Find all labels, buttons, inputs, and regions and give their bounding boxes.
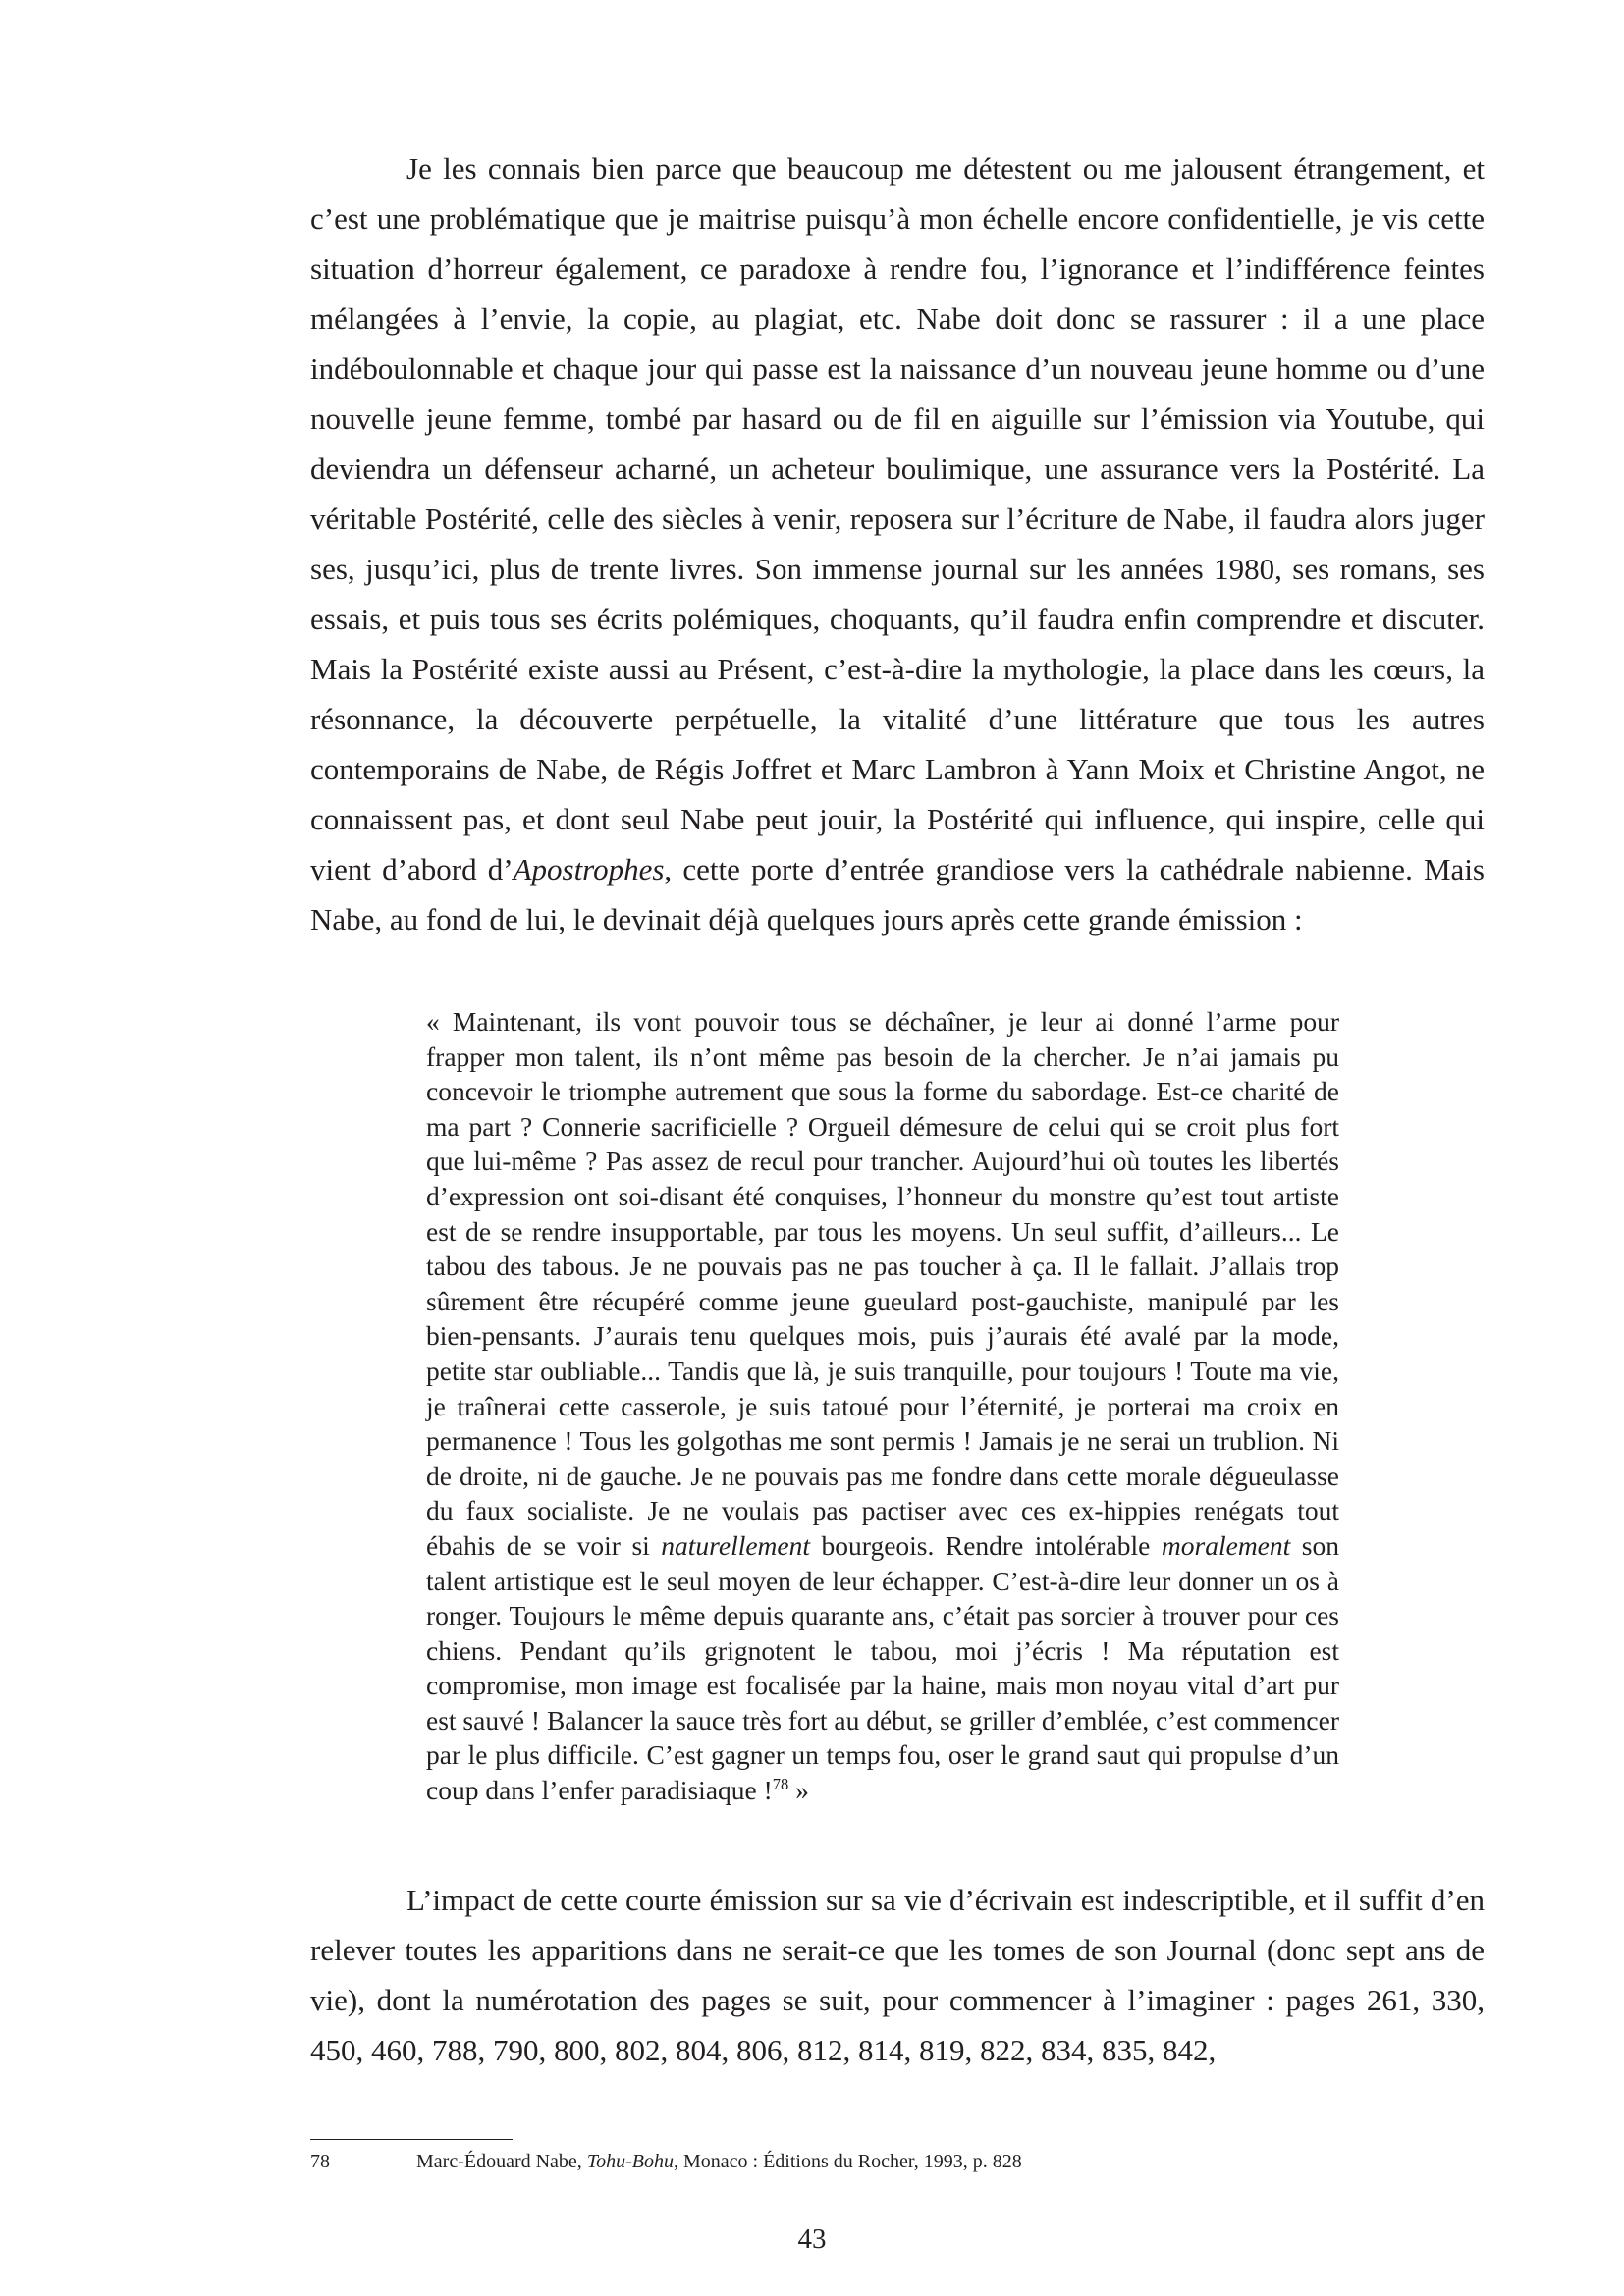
paragraph-text: L’impact de cette courte émission sur sa vie d’écrivain est indescriptible, et il suffit d’en relever toutes les apparitions dans ne serait-ce que les tomes de son Journal (donc sept ans de vie), dont la numérotation des pages se suit, pour commencer à l’imaginer : pages 261, 330, 450, 460, 788, 790, 800, 802, 804, 806, 812, 814, 819, 822, 834, 835, 842, <box>310 1883 1485 2067</box>
quote-text-part: son talent artistique est le seul moyen de leur échapper. C’est-à-dire leur donner un os à ronger. Toujours le même depuis quarante ans, c’était pas sorcier à trouver pour ces chiens. Pendant qu’ils grignotent le tabou, moi j’écris ! Ma réputation est compromise, mon image est focalisée par la haine, mais mon noyau vital d’art pur est sauvé ! Balancer la sauce très fort au début, se griller d’emblée, c’est commencer par le plus difficile. C’est gagner un temps fou, oser le grand saut qui propulse d’un coup dans l’enfer paradisiaque ! <box>426 1529 1339 1806</box>
paragraph-text-part: , cette porte d’entrée grandiose vers la cathédrale nabienne. Mais Nabe, au fond de lui, le devinait déjà quelques jours après cette grande émission : <box>310 852 1485 936</box>
footnote-number: 78 <box>310 2151 330 2172</box>
body-paragraph-2 <box>310 1875 1485 2075</box>
footnote-reference[interactable]: 78 <box>772 1774 789 1793</box>
footnote-book-title: Tohu-Bohu <box>586 2151 674 2172</box>
footnote-separator <box>310 2139 513 2140</box>
footnote-text <box>416 2149 1022 2174</box>
book-title-italic: Apostrophes <box>513 852 665 886</box>
quote-italic-word: naturellement <box>661 1529 811 1561</box>
footnote-publisher: , Monaco : Éditions du Rocher, 1993, p. 828 <box>673 2151 1022 2172</box>
quote-text-part: « Maintenant, ils vont pouvoir tous se déchaîner, je leur ai donné l’arme pour frapper mon talent, ils n’ont même pas besoin de la chercher. Je n’ai jamais pu concevoir le triomphe autrement que sous la forme du sabordage. Est-ce charité de ma part ? Connerie sacrificielle ? Orgueil démesure de celui qui se croit plus fort que lui-même ? Pas assez de recul pour trancher. Aujourd’hui où toutes les libertés d’expression ont soi-disant été conquises, l’honneur du monstre qu’est tout artiste est de se rendre insupportable, par tous les moyens. Un seul suffit, d’ailleurs... Le tabou des tabous. Je ne pouvais pas ne pas toucher à ça. Il le fallait. J’allais trop sûrement être récupéré comme jeune gueulard post-gauchiste, manipulé par les bien-pensants. J’aurais tenu quelques mois, puis j’aurais été avalé par la mode, petite star oubliable... Tandis que là, je suis tranquille, pour toujours ! Toute ma vie, je traînerai cette casserole, je suis tatoué pour l’éternité, je porterai ma croix en permanence ! Tous les golgothas me sont permis ! Jamais je ne serai un trublion. Ni de droite, ni de gauche. Je ne pouvais pas me fondre dans cette morale dégueulasse du faux socialiste. Je ne voulais pas pactiser avec ces ex-hippies renégats tout ébahis de se voir si <box>426 1006 1339 1561</box>
page-number: 43 <box>797 2223 827 2255</box>
footnote-author: Marc-Édouard Nabe, <box>416 2151 587 2172</box>
quote-text-part: bourgeois. Rendre intolérable <box>810 1529 1162 1561</box>
body-paragraph-1 <box>310 143 1485 944</box>
paragraph-text <box>310 143 1485 944</box>
block-quote <box>426 1004 1339 1808</box>
quote-italic-word: moralement <box>1161 1529 1291 1561</box>
paragraph-text-part: Je les connais bien parce que beaucoup me détestent ou me jalousent étrangement, et c’est une problématique que je maitrise puisqu’à mon échelle encore confidentielle, je vis cette situation d’horreur également, ce paradoxe à rendre fou, l’ignorance et l’indifférence feintes mélangées à l’envie, la copie, au plagiat, etc. Nabe doit donc se rassurer : il a une place indéboulonnable et chaque jour qui passe est la naissance d’un nouveau jeune homme ou d’une nouvelle jeune femme, tombé par hasard ou de fil en aiguille sur l’émission via Youtube, qui deviendra un défenseur acharné, un acheteur boulimique, une assurance vers la Postérité. La véritable Postérité, celle des siècles à venir, reposera sur l’écriture de Nabe, il faudra alors juger ses, jusqu’ici, plus de trente livres. Son immense journal sur les années 1980, ses romans, ses essais, et puis tous ses écrits polémiques, choquants, qu’il faudra enfin comprendre et discuter. Mais la Postérité existe aussi au Présent, c’est-à-dire la mythologie, la place dans les cœurs, la résonnance, la découverte perpétuelle, la vitalité d’une littérature que tous les autres contemporains de Nabe, de Régis Joffret et Marc Lambron à Yann Moix et Christine Angot, ne connaissent pas, et dont seul Nabe peut jouir, la Postérité qui influence, qui inspire, celle qui vient d’abord d’ <box>310 151 1485 886</box>
quote-closing-mark: » <box>788 1775 809 1806</box>
